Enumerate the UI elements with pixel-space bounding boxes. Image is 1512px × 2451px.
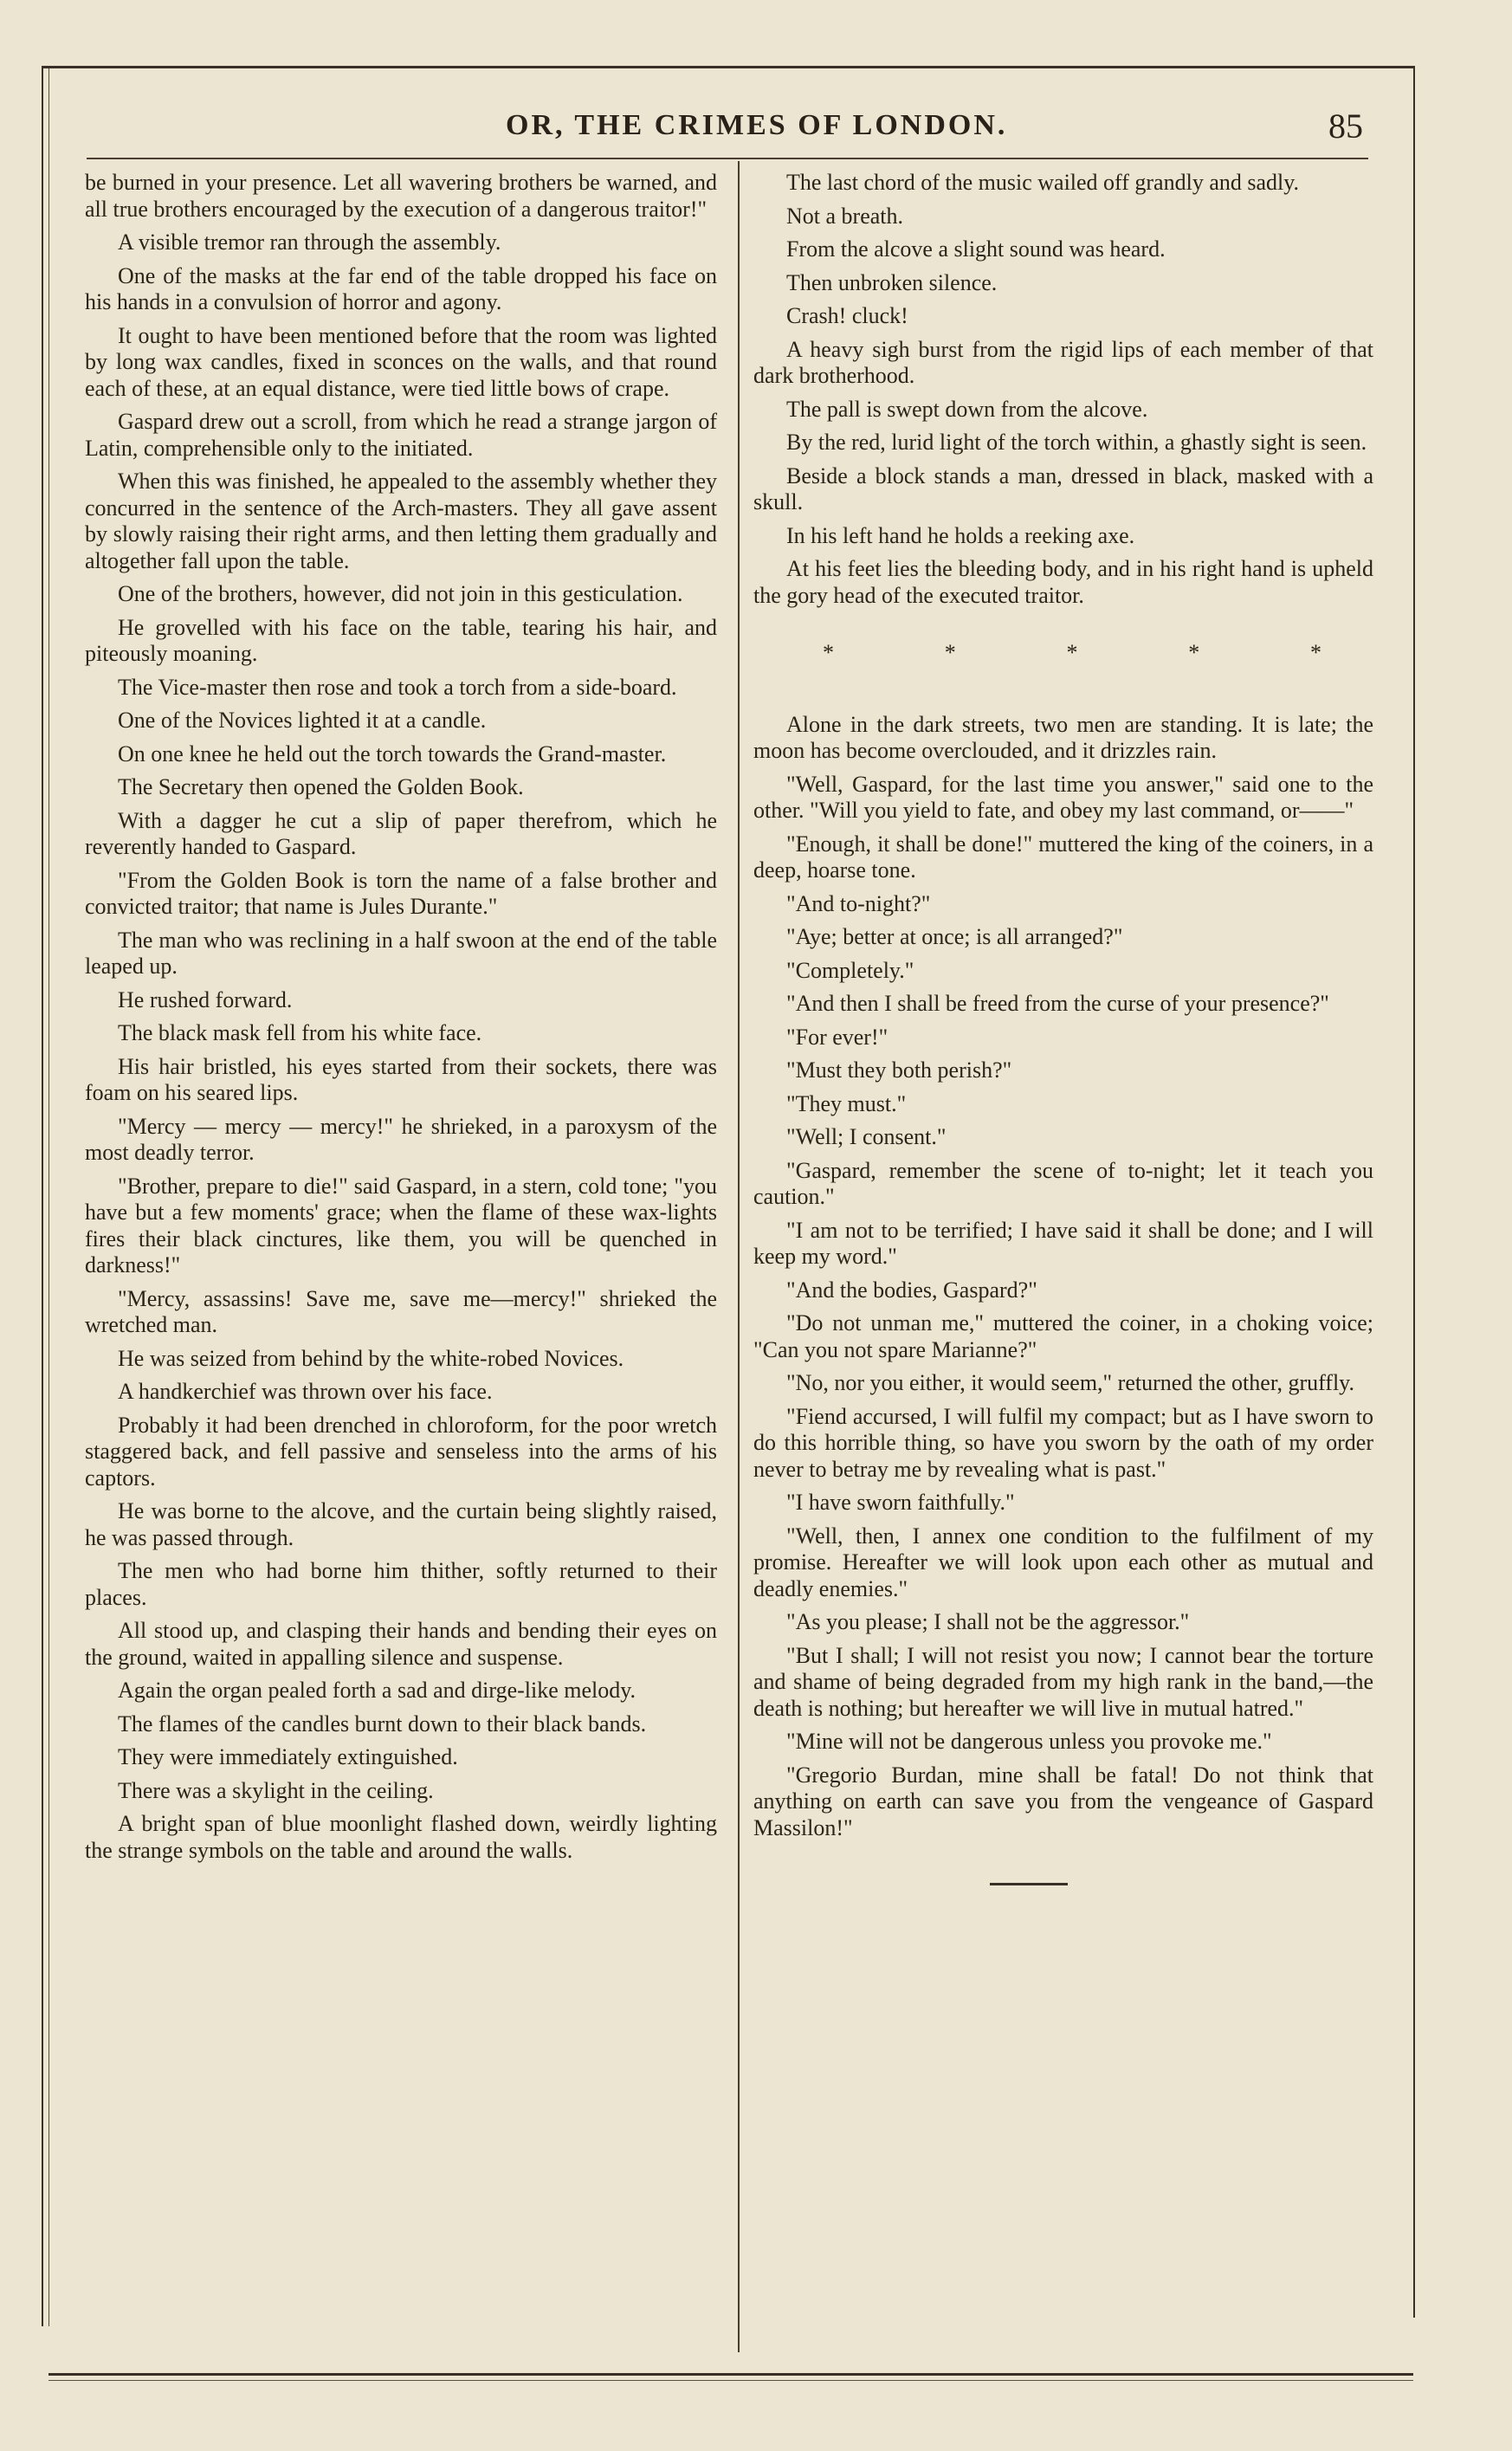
paragraph: "I am not to be terrified; I have said it shall be done; and I will keep my word." — [753, 1217, 1373, 1269]
left-border-rule — [42, 66, 43, 2326]
bottom-border-rule — [48, 2373, 1413, 2376]
paragraph: The Secretary then opened the Golden Book. — [118, 774, 524, 799]
paragraph: Gaspard drew out a scroll, from which he read a strange jargon of Latin, comprehensible only to the initiated. — [85, 409, 717, 461]
paragraph: In his left hand he holds a reeking axe. — [786, 522, 1135, 548]
paragraph: "From the Golden Book is torn the name of a false brother and convicted traitor; that name is Jules Durante." — [85, 867, 717, 919]
paragraph: By the red, lurid light of the torch within, a ghastly sight is seen. — [786, 430, 1367, 455]
paragraph: "I have sworn faithfully." — [786, 1490, 1015, 1515]
paragraph: The last chord of the music wailed off grandly and sadly. — [786, 170, 1300, 195]
paragraph: One of the brothers, however, did not join in this gesticulation. — [118, 581, 683, 606]
paragraph: The black mask fell from his white face. — [118, 1020, 482, 1045]
paragraph: Not a breath. — [786, 203, 904, 229]
paragraph: When this was finished, he appealed to the assembly whether they concurred in the sentence of the Arch-masters. They all gave assent by slowly raising their right arms, and then letting them gradually and altogether fall upon the table. — [85, 469, 717, 573]
paragraph: "Do not unman me," muttered the coiner, in a choking voice; "Can you not spare Marianne?" — [753, 1310, 1373, 1362]
top-border-rule — [42, 66, 1413, 68]
paragraph: He grovelled with his face on the table, tearing his hair, and piteously moaning. — [85, 614, 717, 666]
paragraph: Then unbroken silence. — [786, 269, 998, 295]
paragraph: The man who was reclining in a half swoon at the end of the table leaped up. — [85, 927, 717, 979]
paragraph: "Well; I consent." — [786, 1124, 947, 1149]
paragraph: "Gregorio Burdan, mine shall be fatal! Do not think that anything on earth can save you from the vengeance of Gaspard Massilon!" — [753, 1762, 1373, 1840]
paragraph: "Well, Gaspard, for the last time you answer," said one to the other. "Will you yield to fate, and obey my last command, or——" — [753, 771, 1373, 823]
paragraph: He was seized from behind by the white-robed Novices. — [118, 1345, 624, 1371]
paragraph: A heavy sigh burst from the rigid lips of each member of that dark brotherhood. — [753, 336, 1373, 388]
right-column — [753, 170, 1373, 1885]
paragraph: Alone in the dark streets, two men are standing. It is late; the moon has become overclouded, and it drizzles rain. — [753, 711, 1373, 763]
paragraph: "And the bodies, Gaspard?" — [786, 1277, 1037, 1303]
paragraph: One of the masks at the far end of the table dropped his face on his hands in a convulsion of horror and agony. — [85, 262, 717, 314]
paragraph: "Enough, it shall be done!" muttered the king of the coiners, in a deep, hoarse tone. — [753, 831, 1373, 883]
paragraph: It ought to have been mentioned before that the room was lighted by long wax candles, fixed in sconces on the walls, and that round each of these, at an equal distance, were tied little bows of crape. — [85, 322, 717, 401]
paragraph: "Mercy, assassins! Save me, save me—mercy!" shrieked the wretched man. — [85, 1285, 717, 1337]
left-border-inner-rule — [48, 66, 49, 2326]
page-header — [55, 104, 1372, 152]
running-head: OR, THE CRIMES OF LONDON. — [506, 109, 1008, 141]
column-divider — [738, 161, 740, 2352]
paragraph: The flames of the candles burnt down to their black bands. — [118, 1711, 647, 1736]
paragraph: He rushed forward. — [118, 986, 293, 1012]
paragraph: "For ever!" — [786, 1024, 888, 1050]
paragraph: "Mine will not be dangerous unless you provoke me." — [786, 1729, 1272, 1754]
page-number: 85 — [1328, 107, 1363, 146]
paragraph: The men who had borne him thither, softly returned to their places. — [85, 1558, 717, 1610]
paragraph: They were immediately extinguished. — [118, 1744, 458, 1769]
paragraph: Beside a block stands a man, dressed in black, masked with a skull. — [753, 462, 1373, 514]
paragraph: All stood up, and clasping their hands and bending their eyes on the ground, waited in appalling silence and suspense. — [85, 1618, 717, 1670]
paragraph: Crash! cluck! — [786, 303, 908, 328]
right-column-bottom-section — [753, 712, 1373, 1842]
paragraph: He was borne to the alcove, and the curtain being slightly raised, he was passed through. — [85, 1498, 717, 1550]
right-border-rule — [1413, 66, 1415, 2318]
paragraph: "Completely." — [786, 957, 914, 983]
asterism-star: * — [1066, 640, 1078, 665]
paragraph: "Well, then, I annex one condition to the fulfilment of my promise. Hereafter we will look upon each other as mutual and deadly enemies." — [753, 1523, 1373, 1601]
section-break — [753, 640, 1373, 667]
paragraph: A visible tremor ran through the assembly. — [118, 230, 501, 255]
paragraph: Again the organ pealed forth a sad and dirge-like melody. — [118, 1678, 636, 1703]
paragraph: "Mercy — mercy — mercy!" he shrieked, in a paroxysm of the most deadly terror. — [85, 1113, 717, 1165]
paragraph: "But I shall; I will not resist you now; I cannot bear the torture and shame of being degraded from my high rank in the band,—the death is nothing; but hereafter we will live in mutual hatred." — [753, 1642, 1373, 1721]
paragraph: "Aye; better at once; is all arranged?" — [786, 924, 1123, 949]
paragraph: "No, nor you either, it would seem," returned the other, gruffly. — [786, 1370, 1354, 1395]
paragraph: With a dagger he cut a slip of paper therefrom, which he reverently handed to Gaspard. — [85, 807, 717, 859]
paragraph: "Must they both perish?" — [786, 1057, 1012, 1083]
paragraph: On one knee he held out the torch towards the Grand-master. — [118, 740, 667, 766]
end-ornament-rule — [990, 1883, 1068, 1885]
asterism-star: * — [823, 640, 834, 665]
paragraph: One of the Novices lighted it at a candle. — [118, 708, 487, 733]
paragraph: "Brother, prepare to die!" said Gaspard, in a stern, cold tone; "you have but a few moments' grace; when the flame of these wax-lights fires their black cinctures, like them, you will be quenched in darkness!" — [85, 1173, 717, 1277]
paragraph: "And then I shall be freed from the curse of your presence?" — [786, 991, 1329, 1016]
paragraph: be burned in your presence. Let all wavering brothers be warned, and all true brothers encouraged by the execution of a dangerous traitor!" — [85, 170, 717, 222]
paragraph: The Vice-master then rose and took a torch from a side-board. — [118, 674, 677, 700]
paragraph: "Gaspard, remember the scene of to-night; let it teach you caution." — [753, 1157, 1373, 1209]
paragraph: "And to-night?" — [786, 890, 931, 916]
paragraph: "As you please; I shall not be the aggressor." — [786, 1609, 1190, 1634]
asterism-star: * — [1188, 640, 1200, 665]
right-column-top-section — [753, 170, 1373, 609]
header-rule — [87, 158, 1368, 159]
paragraph: A handkerchief was thrown over his face. — [118, 1379, 493, 1404]
left-column — [85, 170, 717, 1871]
paragraph: At his feet lies the bleeding body, and in his right hand is upheld the gory head of the executed traitor. — [753, 556, 1373, 608]
asterism-star: * — [1310, 640, 1321, 665]
paragraph: The pall is swept down from the alcove. — [786, 396, 1148, 422]
bottom-border-inner-rule — [48, 2380, 1413, 2381]
paragraph: His hair bristled, his eyes started from their sockets, there was foam on his seared lips. — [85, 1053, 717, 1105]
paragraph: From the alcove a slight sound was heard. — [786, 236, 1166, 262]
asterism-star: * — [944, 640, 956, 665]
paragraph: "They must." — [786, 1090, 907, 1116]
paragraph: "Fiend accursed, I will fulfil my compact; but as I have sworn to do this horrible thing, so have you sworn by the oath of my order never to betray me by revealing what is past." — [753, 1403, 1373, 1482]
paragraph: There was a skylight in the ceiling. — [118, 1777, 434, 1803]
paragraph: A bright span of blue moonlight flashed down, weirdly lighting the strange symbols on the table and around the walls. — [85, 1811, 717, 1863]
paragraph: Probably it had been drenched in chloroform, for the poor wretch staggered back, and fell passive and senseless into the arms of his captors. — [85, 1412, 717, 1491]
